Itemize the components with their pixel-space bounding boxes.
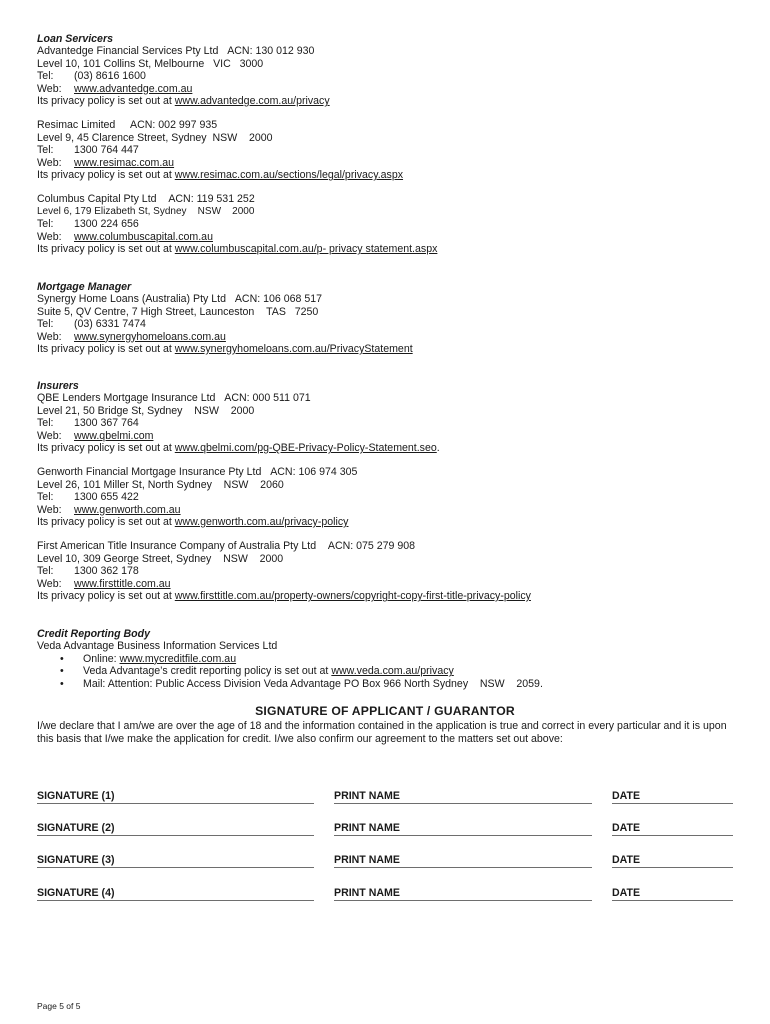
web-label: Web: (37, 503, 62, 516)
company-state: VIC (213, 57, 231, 70)
company-state: NSW (197, 205, 222, 217)
signature-row (0, 854, 770, 868)
signature-field[interactable] (37, 887, 314, 901)
company-acn: ACN: 106 068 517 (234, 293, 323, 306)
company-tel: 1300 224 656 (74, 218, 139, 231)
online-prefix: Online: (83, 652, 117, 665)
section-heading: Loan Servicers (37, 33, 113, 45)
company-entry-qbe (37, 392, 531, 454)
company-web-link[interactable]: www.columbuscapital.com.au (74, 230, 213, 243)
loan-servicers-section (37, 33, 437, 256)
print-name-label: PRINT NAME (334, 790, 400, 802)
tel-label: Tel: (37, 318, 54, 331)
print-name-label: PRINT NAME (334, 887, 400, 899)
tel-label: Tel: (37, 144, 54, 157)
privacy-policy-link[interactable]: www.columbuscapital.com.au/p- privacy statement.aspx (174, 243, 438, 256)
company-address: Level 10, 101 Collins St, Melbourne (37, 57, 205, 70)
company-postcode: 2000 (232, 205, 255, 217)
bullet-icon: • (60, 677, 64, 690)
date-field[interactable] (612, 887, 733, 901)
company-web-link[interactable]: www.synergyhomeloans.com.au (74, 330, 226, 343)
print-name-field[interactable] (334, 854, 592, 868)
insurers-section (37, 380, 531, 603)
page-number: Page 5 of 5 (37, 1001, 81, 1011)
section-heading: Insurers (37, 380, 79, 392)
privacy-policy-link[interactable]: www.firsttitle.com.au/property-owners/copyright-copy-first-title-privacy-policy (174, 590, 531, 603)
company-name: QBE Lenders Mortgage Insurance Ltd (37, 392, 216, 405)
declaration-title: SIGNATURE OF APPLICANT / GUARANTOR (255, 704, 515, 718)
company-postcode: 3000 (239, 57, 264, 70)
company-name: First American Title Insurance Company of Australia Pty Ltd (37, 540, 317, 553)
privacy-policy-link[interactable]: www.genworth.com.au/privacy-policy (174, 516, 349, 529)
mortgage-manager-section (37, 281, 413, 355)
list-item (37, 665, 543, 677)
company-postcode: 2000 (230, 404, 255, 417)
signature-field[interactable] (37, 822, 314, 836)
credit-reporting-list (37, 653, 543, 690)
company-address: Level 6, 179 Elizabeth St, Sydney (37, 205, 187, 217)
web-label: Web: (37, 230, 62, 243)
print-name-field[interactable] (334, 887, 592, 901)
company-postcode: 2060 (260, 478, 284, 491)
print-name-label: PRINT NAME (334, 854, 400, 866)
company-state: TAS (266, 305, 286, 318)
bullet-icon: • (60, 652, 64, 665)
company-state: NSW (212, 131, 238, 144)
signature-label: SIGNATURE (4) (37, 887, 115, 899)
company-address: Level 26, 101 Miller St, North Sydney (37, 478, 212, 491)
company-name: Columbus Capital Pty Ltd (37, 193, 157, 206)
company-web-link[interactable]: www.advantedge.com.au (74, 82, 193, 95)
company-name: Genworth Financial Mortgage Insurance Pty Ltd (37, 466, 262, 479)
privacy-policy-link[interactable]: www.resimac.com.au/sections/legal/privacy.aspx (174, 169, 404, 182)
privacy-prefix: Its privacy policy is set out at (37, 590, 172, 603)
signature-label: SIGNATURE (1) (37, 790, 115, 802)
list-item (37, 678, 543, 690)
credit-reporting-section (37, 628, 543, 690)
date-field[interactable] (612, 790, 733, 804)
signature-label: SIGNATURE (2) (37, 822, 115, 834)
company-entry-first-american (37, 540, 531, 602)
online-link[interactable]: www.mycreditfile.com.au (119, 652, 237, 665)
company-name: Veda Advantage Business Information Services Ltd (37, 640, 278, 653)
policy-prefix: Veda Advantage’s credit reporting policy is set out at (83, 665, 329, 678)
company-name: Resimac Limited (37, 119, 116, 132)
date-field[interactable] (612, 822, 733, 836)
date-label: DATE (612, 790, 641, 802)
privacy-policy-link[interactable]: www.advantedge.com.au/privacy (174, 95, 330, 108)
privacy-suffix: . (436, 442, 440, 455)
tel-label: Tel: (37, 417, 54, 430)
privacy-prefix: Its privacy policy is set out at (37, 243, 172, 256)
date-label: DATE (612, 822, 641, 834)
company-tel: 1300 655 422 (74, 491, 139, 504)
company-postcode: 2000 (259, 552, 284, 565)
company-state: NSW (223, 478, 249, 491)
privacy-policy-link[interactable]: www.synergyhomeloans.com.au/PrivacyStatement (174, 343, 413, 356)
company-entry-advantedge (37, 45, 437, 107)
tel-label: Tel: (37, 565, 54, 578)
company-entry-resimac (37, 119, 437, 181)
company-address: Level 10, 309 George Street, Sydney (37, 552, 212, 565)
company-entry-columbus (37, 193, 437, 255)
web-label: Web: (37, 330, 62, 343)
company-name: Advantedge Financial Services Pty Ltd (37, 45, 219, 58)
company-postcode: 7250 (294, 305, 319, 318)
print-name-field[interactable] (334, 790, 592, 804)
web-label: Web: (37, 156, 62, 169)
company-address: Suite 5, QV Centre, 7 High Street, Launceston (37, 305, 255, 318)
privacy-prefix: Its privacy policy is set out at (37, 343, 172, 356)
web-label: Web: (37, 429, 62, 442)
company-acn: ACN: 002 997 935 (130, 119, 218, 132)
company-tel: (03) 8616 1600 (74, 70, 146, 83)
tel-label: Tel: (37, 491, 54, 504)
company-acn: ACN: 106 974 305 (270, 466, 358, 479)
policy-link[interactable]: www.veda.com.au/privacy (331, 665, 454, 678)
company-acn: ACN: 075 279 908 (327, 540, 416, 553)
company-web-link[interactable]: www.qbelmi.com (74, 429, 154, 442)
signature-label: SIGNATURE (3) (37, 854, 115, 866)
company-state: NSW (223, 552, 248, 565)
company-address: Level 21, 50 Bridge St, Sydney (37, 404, 183, 417)
company-web-link[interactable]: www.resimac.com.au (74, 156, 175, 169)
web-label: Web: (37, 82, 62, 95)
date-label: DATE (612, 887, 641, 899)
company-acn: ACN: 000 511 071 (224, 392, 311, 405)
signature-row (0, 822, 770, 836)
date-field[interactable] (612, 854, 733, 868)
company-state: NSW (194, 404, 219, 417)
declaration-text: I/we declare that I am/we are over the age of 18 and the information contained in the application is true and correct in every particular and it is upon this basis that I/we make the application for credit. I/we also confirm our agreement to the matters set out above: (37, 720, 727, 745)
signature-field[interactable] (37, 854, 314, 868)
company-tel: 1300 764 447 (74, 144, 139, 157)
mail-address: Mail: Attention: Public Access Division Veda Advantage PO Box 966 North Sydney NSW 2059. (83, 677, 543, 690)
company-entry-genworth (37, 466, 531, 528)
company-web-link[interactable]: www.genworth.com.au (74, 503, 181, 516)
signature-row (0, 887, 770, 901)
company-tel: (03) 6331 7474 (74, 318, 146, 331)
tel-label: Tel: (37, 218, 54, 231)
company-tel: 1300 367 764 (74, 417, 139, 430)
privacy-prefix: Its privacy policy is set out at (37, 95, 172, 108)
web-label: Web: (37, 577, 62, 590)
company-web-link[interactable]: www.firsttitle.com.au (74, 577, 171, 590)
signature-field[interactable] (37, 790, 314, 804)
privacy-prefix: Its privacy policy is set out at (37, 169, 172, 182)
company-acn: ACN: 130 012 930 (227, 45, 315, 58)
tel-label: Tel: (37, 70, 54, 83)
company-address: Level 9, 45 Clarence Street, Sydney (37, 131, 207, 144)
date-label: DATE (612, 854, 641, 866)
signature-row (0, 790, 770, 804)
bullet-icon: • (60, 665, 64, 678)
privacy-prefix: Its privacy policy is set out at (37, 516, 172, 529)
list-item (37, 653, 543, 665)
company-postcode: 2000 (249, 131, 273, 144)
print-name-label: PRINT NAME (334, 822, 400, 834)
company-acn: ACN: 119 531 252 (168, 193, 255, 206)
company-tel: 1300 362 178 (74, 565, 139, 578)
section-heading: Credit Reporting Body (37, 628, 150, 640)
privacy-policy-link[interactable]: www.qbelmi.com/pg-QBE-Privacy-Policy-Statement.seo (174, 442, 437, 455)
company-name: Synergy Home Loans (Australia) Pty Ltd (37, 293, 227, 306)
section-heading: Mortgage Manager (37, 281, 132, 293)
print-name-field[interactable] (334, 822, 592, 836)
privacy-prefix: Its privacy policy is set out at (37, 442, 172, 455)
